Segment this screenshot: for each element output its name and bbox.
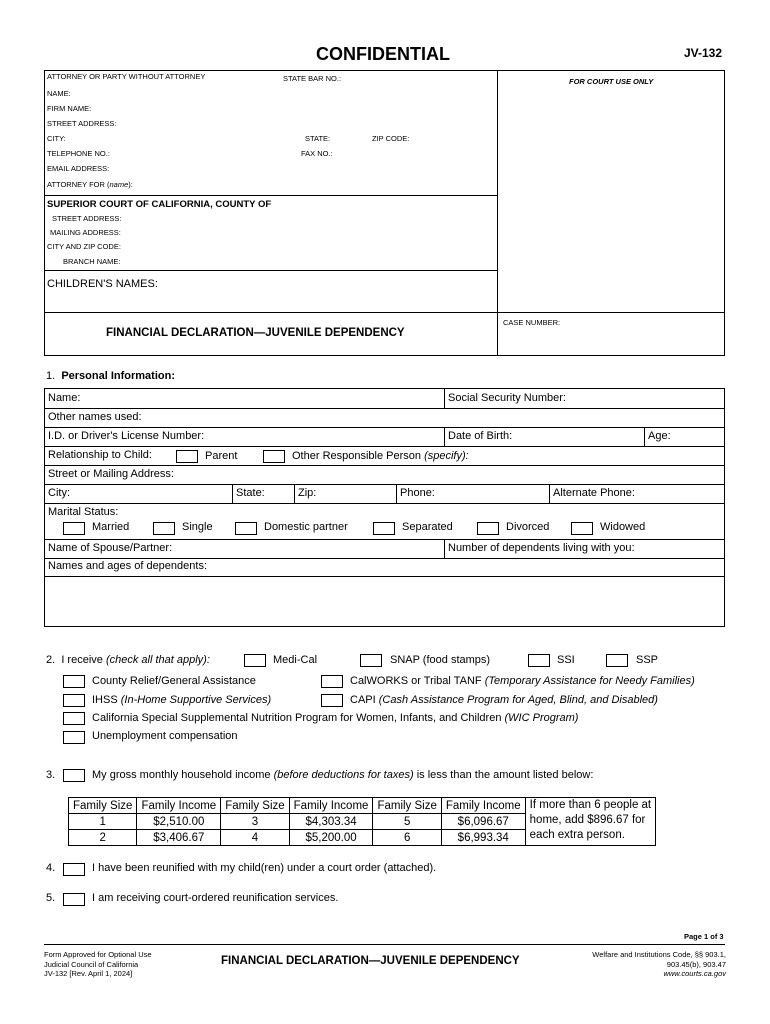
income-statement: My gross monthly household income (before deductions for taxes) is less than the amount listed below: [92,769,594,781]
court-mailing-field[interactable]: MAILING ADDRESS: [50,228,121,237]
ssi-label: SSI [557,654,575,666]
separated-label: Separated [402,521,453,533]
wic-label: California Special Supplemental Nutrition Program for Women, Infants, and Children (WIC Program) [92,712,579,724]
income-checkbox[interactable] [63,769,85,782]
zip-field[interactable]: Zip: [298,487,317,499]
medical-label: Medi-Cal [273,654,318,666]
calworks-label: CalWORKS or Tribal TANF (Temporary Assistance for Needy Families) [350,675,695,687]
court-branch-field[interactable]: BRANCH NAME: [63,257,121,266]
alt-phone-field[interactable]: Alternate Phone: [553,487,635,499]
attorney-fax-field[interactable]: FAX NO.: [301,149,333,158]
footer-title: FINANCIAL DECLARATION—JUVENILE DEPENDENCY [221,955,520,967]
table-cell: 3 [221,814,289,830]
separated-checkbox[interactable] [373,522,395,535]
other-names-field[interactable]: Other names used: [48,411,142,423]
age-field[interactable]: Age: [648,430,671,442]
other-responsible-label: Other Responsible Person (specify): [292,450,469,462]
widowed-checkbox[interactable] [571,522,593,535]
ssp-label: SSP [636,654,659,666]
street-address-field[interactable]: Street or Mailing Address: [48,468,174,480]
case-number-field[interactable]: CASE NUMBER: [503,318,561,327]
reunification-services-checkbox[interactable] [63,893,85,906]
page-number: Page 1 of 3 [684,932,724,941]
attorney-name-field[interactable]: NAME: [47,89,71,98]
wic-checkbox[interactable] [63,712,85,725]
table-row [69,798,656,814]
dependents-count-field[interactable]: Number of dependents living with you: [448,542,635,554]
snap-checkbox[interactable] [360,654,382,667]
table-cell: $5,200.00 [289,830,373,846]
personal-info-table [44,388,725,627]
other-responsible-checkbox[interactable] [263,450,285,463]
ssi-checkbox[interactable] [528,654,550,667]
section1-heading: 1. Personal Information: [46,370,175,382]
divorced-checkbox[interactable] [477,522,499,535]
table-cell: 6 [373,830,441,846]
relationship-label: Relationship to Child: [48,449,152,461]
footer-right: Welfare and Institutions Code, §§ 903.1, 903.45(b), 903.47 www.courts.ca.gov [592,950,726,978]
married-checkbox[interactable] [63,522,85,535]
capi-checkbox[interactable] [321,694,343,707]
capi-label: CAPI (Cash Assistance Program for Aged, Blind, and Disabled) [350,694,658,706]
table-header: Family Size [373,798,441,814]
calworks-checkbox[interactable] [321,675,343,688]
table-cell: $2,510.00 [137,814,221,830]
table-cell: 2 [69,830,137,846]
court-title: SUPERIOR COURT OF CALIFORNIA, COUNTY OF [47,199,272,210]
widowed-label: Widowed [600,521,646,533]
table-cell: 1 [69,814,137,830]
attorney-for-field[interactable]: ATTORNEY FOR (name): [47,180,133,189]
married-label: Married [92,521,130,533]
single-label: Single [182,521,213,533]
caption-block [44,70,725,356]
name-field[interactable]: Name: [48,392,81,404]
section5-number: 5. [46,892,56,904]
unemployment-label: Unemployment compensation [92,730,238,742]
attorney-title: ATTORNEY OR PARTY WITHOUT ATTORNEY [47,72,206,81]
section3-number: 3. [46,769,56,781]
domestic-partner-label: Domestic partner [264,521,348,533]
income-note: If more than 6 people at home, add $896.67 for each extra person. [525,798,655,846]
table-cell: $6,096.67 [441,814,525,830]
id-license-field[interactable]: I.D. or Driver's License Number: [48,430,205,442]
section2-heading: 2. I receive (check all that apply): [46,654,210,666]
ihss-label: IHSS (In-Home Supportive Services) [92,694,272,706]
table-header: Family Size [69,798,137,814]
state-field[interactable]: State: [236,487,265,499]
court-use-label: FOR COURT USE ONLY [569,77,654,86]
unemployment-checkbox[interactable] [63,731,85,744]
table-header: Family Income [137,798,221,814]
table-header: Family Income [441,798,525,814]
dob-field[interactable]: Date of Birth: [448,430,513,442]
state-bar-label: STATE BAR NO.: [283,74,342,83]
table-cell: 5 [373,814,441,830]
section4-number: 4. [46,862,56,874]
court-city-zip-field[interactable]: CITY AND ZIP CODE: [47,242,121,251]
ssp-checkbox[interactable] [606,654,628,667]
attorney-phone-field[interactable]: TELEPHONE NO.: [47,149,110,158]
medical-checkbox[interactable] [244,654,266,667]
county-relief-label: County Relief/General Assistance [92,675,256,687]
attorney-street-field[interactable]: STREET ADDRESS: [47,119,117,128]
table-cell: $4,303.34 [289,814,373,830]
table-header: Family Income [289,798,373,814]
footer-left: Form Approved for Optional Use Judicial Council of California JV-132 [Rev. April 1, 2024] [44,950,152,978]
divorced-label: Divorced [506,521,550,533]
reunified-checkbox[interactable] [63,863,85,876]
attorney-email-field[interactable]: EMAIL ADDRESS: [47,164,110,173]
snap-label: SNAP (food stamps) [390,654,491,666]
form-title: FINANCIAL DECLARATION—JUVENILE DEPENDENCY [106,327,405,339]
parent-label: Parent [205,450,238,462]
table-cell: 4 [221,830,289,846]
city-field[interactable]: City: [48,487,70,499]
court-street-field[interactable]: STREET ADDRESS: [52,214,122,223]
single-checkbox[interactable] [153,522,175,535]
table-header: Family Size [221,798,289,814]
parent-checkbox[interactable] [176,450,198,463]
attorney-city-field[interactable]: CITY: [47,134,66,143]
table-cell: $3,406.67 [137,830,221,846]
courts-link[interactable]: www.courts.ca.gov [663,969,726,978]
marital-status-label: Marital Status: [48,506,119,518]
ssn-field[interactable]: Social Security Number: [448,392,566,404]
reunification-services-label: I am receiving court-ordered reunification services. [92,892,339,904]
spouse-field[interactable]: Name of Spouse/Partner: [48,542,173,554]
dependents-names-field[interactable]: Names and ages of dependents: [48,560,208,572]
confidential-heading: CONFIDENTIAL [316,44,450,64]
county-relief-checkbox[interactable] [63,675,85,688]
form-number: JV-132 [684,46,723,60]
reunified-label: I have been reunified with my child(ren) under a court order (attached). [92,862,437,874]
firm-name-field[interactable]: FIRM NAME: [47,104,92,113]
domestic-partner-checkbox[interactable] [235,522,257,535]
attorney-zip-field[interactable]: ZIP CODE: [372,134,410,143]
children-names-field[interactable]: CHILDREN'S NAMES: [47,278,158,290]
ihss-checkbox[interactable] [63,694,85,707]
phone-field[interactable]: Phone: [400,487,435,499]
table-cell: $6,993.34 [441,830,525,846]
attorney-state-field[interactable]: STATE: [305,134,331,143]
income-table [68,797,656,846]
